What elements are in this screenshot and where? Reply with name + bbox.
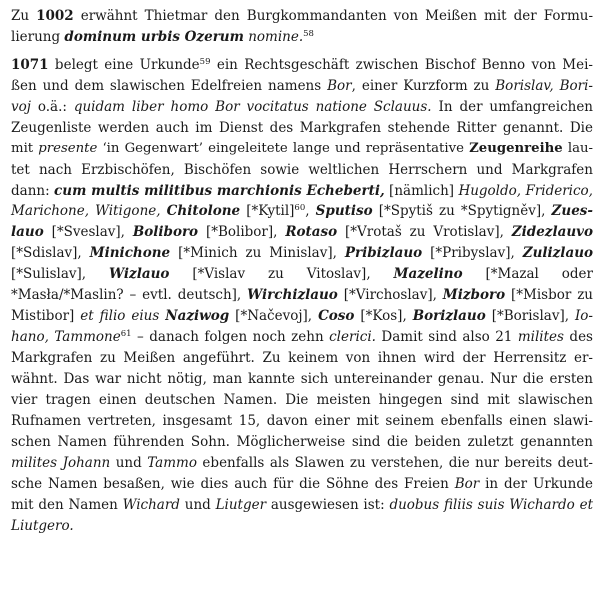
text-line xyxy=(11,181,593,202)
text-run: Zidezlauvo xyxy=(511,224,593,241)
text-run: ßen und dem slawischen Edelfreien namens xyxy=(11,77,328,94)
text-line xyxy=(11,6,593,27)
text-run: ausgewiesen ist: xyxy=(266,496,390,513)
text-run: Borislav, Bori- xyxy=(495,77,593,94)
text-run: Coso xyxy=(318,308,355,325)
text-run: Rotaso xyxy=(285,224,338,241)
text-run: , xyxy=(305,203,316,220)
text-run: Chitolone xyxy=(166,203,241,220)
text-run: belegt eine Urkunde xyxy=(48,56,200,73)
text-run: und xyxy=(179,496,216,513)
text-run: [*Borislav], xyxy=(485,308,575,325)
text-run: [*Sveslav], xyxy=(43,224,133,241)
text-run: Minichone xyxy=(89,245,171,262)
text-run: lau- xyxy=(562,140,593,156)
text-run: mit xyxy=(11,140,39,156)
text-line xyxy=(11,411,593,432)
text-run: o.ä.: xyxy=(30,98,74,115)
text-line xyxy=(11,474,593,495)
text-run: Wizlauo xyxy=(109,266,170,283)
text-run: Pribizlauo xyxy=(344,245,423,262)
text-run: Marichone, Witigone, xyxy=(11,203,167,220)
text-run: Mazelino xyxy=(393,266,463,283)
text-run: quidam liber homo Bor vocitatus natione Sclauus. xyxy=(73,98,432,115)
text-line xyxy=(11,327,593,348)
text-run: Rufnamen vertreten, insgesamt 15, davon einer mit seinem ebenfalls einen slawi- xyxy=(11,412,593,429)
text-run: Zues- xyxy=(551,203,593,220)
text-run: – danach folgen noch zehn xyxy=(131,329,330,346)
text-run: Bor xyxy=(327,77,352,94)
text-line xyxy=(11,369,593,390)
text-run: Mizboro xyxy=(442,287,506,304)
text-run: clerici. xyxy=(329,329,376,346)
text-line xyxy=(11,264,593,285)
text-line xyxy=(11,306,593,327)
text-run: vier tragen einen deutschen Namen. Die meisten hingegen sind mit slawischen xyxy=(11,391,593,408)
text-run: lauo xyxy=(11,224,44,241)
text-line xyxy=(11,348,593,369)
text-run: presente xyxy=(38,140,98,156)
text-run: et filio eius xyxy=(80,308,166,325)
text-run: dann: xyxy=(11,182,55,199)
text-line xyxy=(11,516,593,537)
text-run: [*Sulislav], xyxy=(11,266,109,283)
footnote-ref: 61 xyxy=(120,329,132,340)
text-line xyxy=(11,118,593,139)
text-run: hano, Tammone xyxy=(11,329,121,346)
text-run: *Masła/*Maslin? – evtl. deutsch], xyxy=(11,287,248,304)
text-line xyxy=(11,97,593,118)
text-run: erwähnt Thietmar den Burgkommandanten von Meißen mit der Formu- xyxy=(73,8,594,24)
text-run: ‘in Gegenwart’ eingeleitete lange und repräsentative xyxy=(97,140,470,156)
text-run: wähnt. Das war nicht nötig, man kannte sich untereinander genau. Nur die ersten xyxy=(11,370,593,387)
text-run: [*Vrotaš zu Vrotislav], xyxy=(337,224,512,241)
text-line xyxy=(11,27,593,48)
text-line xyxy=(11,495,593,516)
text-run: Hugoldo, Friderico, xyxy=(458,182,593,199)
text-line xyxy=(11,222,593,243)
text-run: Bor xyxy=(454,475,480,492)
text-run: sche Namen besaßen, wie dies auch für die Söhne des Freien xyxy=(11,475,455,492)
text-run: [*Načevoj], xyxy=(229,308,319,325)
text-run: 1002 xyxy=(36,8,74,24)
text-run: Wirchizlauo xyxy=(247,287,338,304)
text-run: Zulizlauo xyxy=(522,245,594,262)
text-line xyxy=(11,285,593,306)
text-run: [*Kytil] xyxy=(240,203,295,220)
text-run: Io- xyxy=(574,308,593,325)
footnote-ref: 60 xyxy=(294,203,306,214)
text-run: und xyxy=(110,454,148,471)
text-run: [*Kos], xyxy=(354,308,413,325)
text-run: Wichard xyxy=(122,496,180,513)
text-run: [*Pribyslav], xyxy=(422,245,523,262)
text-run: voj xyxy=(11,98,31,115)
text-run: Zu xyxy=(11,8,37,24)
text-run: [*Bolibor], xyxy=(198,224,286,241)
document-page xyxy=(11,6,593,536)
text-run: Tammo xyxy=(147,454,197,471)
text-run: des xyxy=(563,329,593,346)
text-run: duobus filiis suis Wichardo et xyxy=(389,496,593,513)
text-run: Naziwog xyxy=(165,308,230,325)
paragraph-gap xyxy=(11,48,593,55)
text-run: [*Misbor zu xyxy=(505,287,593,304)
text-run: cum multis militibus marchionis Echeberti, xyxy=(54,182,385,199)
text-line xyxy=(11,432,593,453)
text-line xyxy=(11,201,593,222)
text-run: In der umfangreichen xyxy=(431,98,594,115)
text-run: Zeugenliste werden auch im Dienst des Markgrafen stehende Ritter genannt. Die xyxy=(11,119,593,136)
text-run: 1071 xyxy=(11,56,49,73)
text-run: ebenfalls als Slawen zu verstehen, die nur bereits deut- xyxy=(196,454,593,471)
text-run: Zeugenreihe xyxy=(469,140,563,156)
text-run: tet nach Erzbischöfen, Bischöfen sowie weltlichen Herrschern und Markgrafen xyxy=(11,161,593,178)
footnote-ref: 59 xyxy=(199,56,211,67)
text-run: [*Mazal oder xyxy=(462,266,593,283)
text-line xyxy=(11,453,593,474)
text-run: milites Johann xyxy=(11,454,111,471)
text-run: Sputiso xyxy=(315,203,373,220)
footnote-ref: 58 xyxy=(303,28,314,39)
text-run: [nämlich] xyxy=(384,182,459,199)
text-run: Liutgero. xyxy=(11,517,74,534)
text-line xyxy=(11,160,593,181)
text-run: lierung xyxy=(11,28,65,45)
text-run: Liutger xyxy=(215,496,267,513)
text-line xyxy=(11,55,593,76)
text-run: schen Namen führenden Sohn. Möglicherweise sind die beiden zuletzt genannten xyxy=(11,433,593,450)
paragraph-urkunde-1071 xyxy=(11,55,593,537)
text-run: dominum urbis Ozerum xyxy=(64,28,244,45)
paragraph-thietmar xyxy=(11,6,593,48)
text-run: in der Urkunde xyxy=(479,475,593,492)
text-line xyxy=(11,243,593,264)
text-run: mit den Namen xyxy=(11,496,123,513)
text-line xyxy=(11,390,593,411)
text-run: [*Spytiš zu *Spytigněv], xyxy=(372,203,552,220)
text-run: [*Vislav zu Vitoslav], xyxy=(169,266,394,283)
text-run: Markgrafen zu Meißen angeführt. Zu keinem von ihnen wird der Herrensitz er- xyxy=(11,350,593,366)
text-run: [*Virchoslav], xyxy=(337,287,443,304)
text-run: [*Minich zu Minislav], xyxy=(170,245,345,262)
text-run: milites xyxy=(517,329,564,346)
text-run: Borizlauo xyxy=(412,308,486,325)
text-run: [*Sdislav], xyxy=(11,245,90,262)
text-run: Damit sind also 21 xyxy=(375,329,518,346)
text-run: , einer Kurzform zu xyxy=(351,77,496,94)
text-run: nomine. xyxy=(248,28,304,45)
text-run: Boliboro xyxy=(132,224,199,241)
text-run: Mistibor] xyxy=(11,308,81,325)
text-run: ein Rechtsgeschäft zwischen Bischof Benno von Mei- xyxy=(210,56,593,73)
text-line xyxy=(11,76,593,97)
text-line xyxy=(11,139,593,160)
